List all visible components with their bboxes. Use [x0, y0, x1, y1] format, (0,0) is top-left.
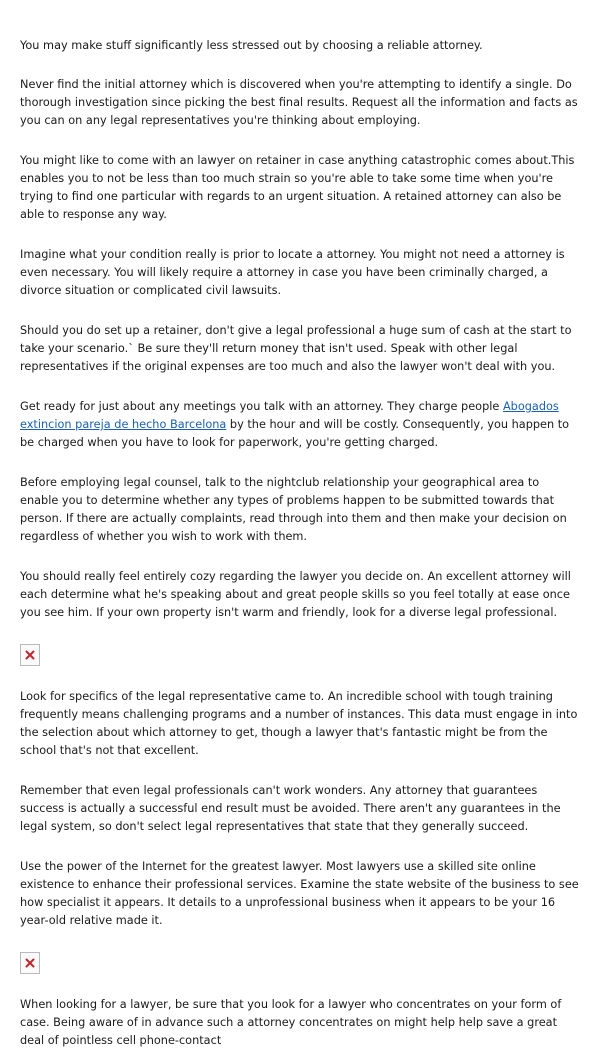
paragraph-7: Before employing legal counsel, talk to the nightclub relationship your geographical area to enable you to determine whether any types of problems happen to be submitted towards that person. If there are actually complaints, read through into them and then make your decision on regardless of whether you wish to work with them. [20, 476, 567, 543]
paragraph-8: You should really feel entirely cozy regarding the lawyer you decide on. An excellent attorney will each determine what he's speaking about and great people skills so you feel totally at ease once you see him. If your own property isn't warm and friendly, look for a diverse legal professional. [20, 570, 571, 619]
paragraph-12: When looking for a lawyer, be sure that you look for a lawyer who concentrates on your form of case. Being aware of in advance such a attorney concentrates on might help help save a great deal of pointless cell phone-contact [20, 998, 562, 1047]
paragraph-11: Use the power of the Internet for the greatest lawyer. Most lawyers use a skilled site online existence to enhance their professional services. Examine the state website of the business to see how specialist it appears. It details to a unprofessional business when it appears to be your 16 year-old relative made it. [20, 860, 579, 927]
paragraph-9: Look for specifics of the legal representative came to. An incredible school with tough training frequently means challenging programs and a number of instances. This data must engage in into the selection about which attorney to get, though a lawyer that's fantastic might be from the school that's not that excellent. [20, 690, 578, 757]
paragraph-4: Imagine what your condition really is prior to locate a attorney. You might not need a attorney is even necessary. You will likely require a attorney in case you have been criminally charged, a divorce situation or complicated civil lawsuits. [20, 248, 565, 297]
paragraph-10: Remember that even legal professionals can't work wonders. Any attorney that guarantees success is actually a successful end result must be avoided. There aren't any guarantees in the legal system, so don't select legal representatives that state that they generally succeed. [20, 784, 561, 833]
broken-image-icon [25, 958, 35, 968]
paragraph-3: You might like to come with an lawyer on retainer in case anything catastrophic comes about.This enables you to not be less than too much strain so you're able to take some time when you're trying to find one particular with regards to an urgent situation. A retained attorney can also be able to response any way. [20, 154, 575, 221]
broken-image-2 [20, 952, 40, 974]
link-paragraph-after: by the hour and will be costly. Consequently, you happen to be charged when you have to look for paperwork, you're getting charged. [20, 418, 570, 449]
paragraph-2: Never find the initial attorney which is discovered when you're attempting to identify a single. Do thorough investigation since picking the best final results. Request all the information and facts as you can on any legal representatives you're thinking about employing. [20, 78, 578, 127]
broken-image-1 [20, 644, 40, 666]
broken-image-icon [25, 650, 35, 660]
paragraph-5: Should you do set up a retainer, don't give a legal professional a huge sum of cash at the start to take your scenario.` Be sure they'll return money that isn't used. Speak with other legal representatives if the original expenses are too much and also the lawyer won't deal with you. [20, 324, 572, 373]
paragraph-6-with-link [20, 398, 580, 452]
paragraph-1: You may make stuff significantly less stressed out by choosing a reliable attorney. [20, 39, 483, 52]
lawyer-link[interactable]: Abogados extincion pareja de hecho Barcelona [20, 400, 559, 431]
link-paragraph-before: Get ready for just about any meetings you talk with an attorney. They charge people [20, 400, 503, 413]
